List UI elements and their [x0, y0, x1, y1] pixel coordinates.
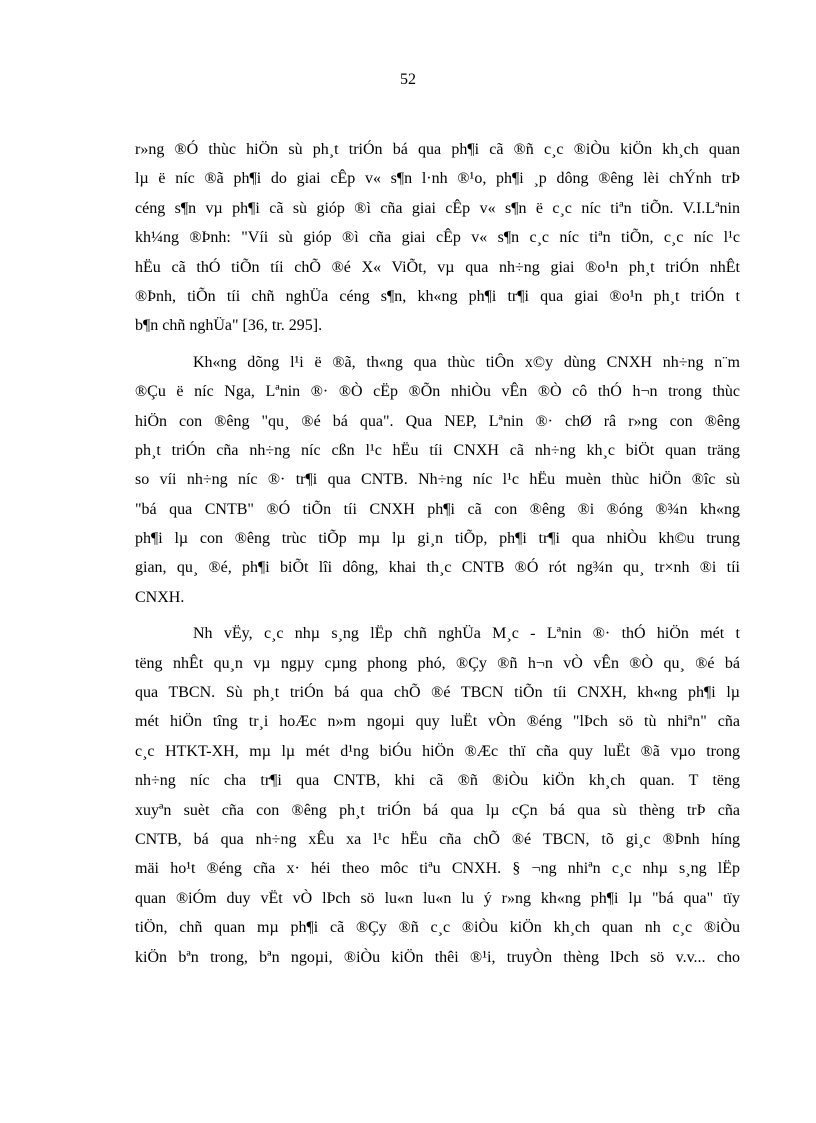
page-number: 52 — [400, 71, 416, 88]
text-line: ®Þnh, tiÕn tíi chñ nghÜa céng s¶n, kh«ng ph¶i tr¶i qua giai ®o¹n ph¸t triÓn t — [135, 287, 740, 305]
text-line: nh÷ng níc cha tr¶i qua CNTB, khi cã ®ñ ®iÒu kiÖn kh¸ch quan. T tëng — [135, 772, 740, 790]
text-line: r»ng ®Ó thùc hiÖn sù ph¸t triÓn bá qua ph¶i cã ®ñ c¸c ®iÒu kiÖn kh¸ch quan — [135, 141, 740, 158]
text-line: b¶n chñ nghÜa" [36, tr. 295]. — [135, 317, 323, 335]
text-line: CNTB, bá qua nh÷ng xÊu xa l¹c hËu cña chÕ ®é TBCN, tõ gi¸c ®Þnh híng — [135, 830, 740, 848]
text-line: tiÖn, chñ quan mµ ph¶i cã ®Çy ®ñ c¸c ®iÒu kiÖn kh¸ch quan nh c¸c ®iÒu — [135, 919, 740, 937]
text-line: CNXH. — [135, 588, 185, 606]
text-line: ph¸t triÓn cña nh÷ng níc cßn l¹c hËu tíi CNXH cã nh÷ng kh¸c biÖt quan träng — [135, 441, 740, 459]
text-line: kiÖn bªn trong, bªn ngoµi, ®iÒu kiÖn thêi ®¹i, truyÒn thèng lÞch sö v.v... cho — [135, 948, 740, 966]
text-line: hËu cã thÓ tiÕn tíi chÕ ®é X« ViÕt, vµ qua nh÷ng giai ®o¹n ph¸t triÓn nhÊt — [135, 258, 740, 276]
text-line: quan ®iÓm duy vËt vÒ lÞch sö lu«n lu«n lu ý r»ng kh«ng ph¶i lµ "bá qua" tïy — [135, 889, 740, 907]
paragraph-1 — [135, 135, 740, 341]
text-line: qua TBCN. Sù ph¸t triÓn bá qua chÕ ®é TBCN tiÕn tíi CNXH, kh«ng ph¶i lµ — [135, 684, 740, 702]
text-line: ph¶i lµ con ®êng trùc tiÕp mµ lµ gi¸n tiÕp, ph¶i tr¶i qua nhiÒu kh©u trung — [135, 530, 740, 548]
text-line: "bá qua CNTB" ®Ó tiÕn tíi CNXH ph¶i cã con ®êng ®i ®óng ®¾n kh«ng — [135, 500, 740, 518]
text-line: mäi ho¹t ®éng cña x· héi theo môc tiªu CNXH. § ¬ng nhiªn c¸c nhµ s¸ng lËp — [135, 860, 740, 878]
text-line: so víi nh÷ng níc ®· tr¶i qua CNTB. Nh÷ng níc l¹c hËu muèn thùc hiÖn ®îc sù — [135, 471, 740, 489]
text-line: lµ ë níc ®ã ph¶i do giai cÊp v« s¶n l·nh ®¹o, ph¶i ¸p dông ®êng lèi chÝnh trÞ — [135, 170, 740, 188]
text-line: c¸c HTKT-XH, mµ lµ mét d¹ng biÓu hiÖn ®Æc thï cña quy luËt ®ã vµo trong — [135, 742, 740, 760]
body-text — [135, 135, 740, 979]
text-line: kh¼ng ®Þnh: "Víi sù gióp ®ì cña giai cÊp v« s¶n c¸c níc tiªn tiÕn, c¸c níc l¹c — [135, 229, 740, 247]
text-line: ®Çu ë níc Nga, Lªnin ®· ®Ò cËp ®Õn nhiÒu vÊn ®Ò cô thÓ h¬n trong thùc — [135, 383, 740, 401]
text-line: Nh vËy, c¸c nhµ s¸ng lËp chñ nghÜa M¸c - Lªnin ®· thÓ hiÖn mét t — [193, 625, 740, 643]
text-line: gian, qu¸ ®é, ph¶i biÕt lîi dông, khai th¸c CNTB ®Ó rót ng¾n qu¸ tr×nh ®i tíi — [135, 559, 740, 577]
paragraph-2 — [135, 348, 740, 613]
text-line: xuyªn suèt cña con ®êng ph¸t triÓn bá qua lµ cÇn bá qua sù thèng trÞ cña — [135, 801, 740, 819]
text-line: Kh«ng dõng l¹i ë ®ã, th«ng qua thùc tiÔn x©y dùng CNXH nh÷ng n¨m — [193, 353, 740, 371]
text-line: mét hiÖn tîng tr¸i hoÆc n»m ngoµi quy luËt vÒn ®éng "lÞch sö tù nhiªn" cña — [135, 713, 740, 731]
paragraph-3 — [135, 619, 740, 972]
text-line: hiÖn con ®êng "qu¸ ®é bá qua". Qua NEP, Lªnin ®· chØ râ r»ng con ®êng — [135, 412, 740, 430]
text-line: céng s¶n vµ ph¶i cã sù gióp ®ì cña giai cÊp v« s¶n ë c¸c níc tiªn tiÕn. V.I.Lªnin — [135, 199, 740, 217]
text-line: tëng nhÊt qu¸n vµ ngµy cµng phong phó, ®Çy ®ñ h¬n vÒ vÊn ®Ò qu¸ ®é bá — [135, 654, 740, 672]
